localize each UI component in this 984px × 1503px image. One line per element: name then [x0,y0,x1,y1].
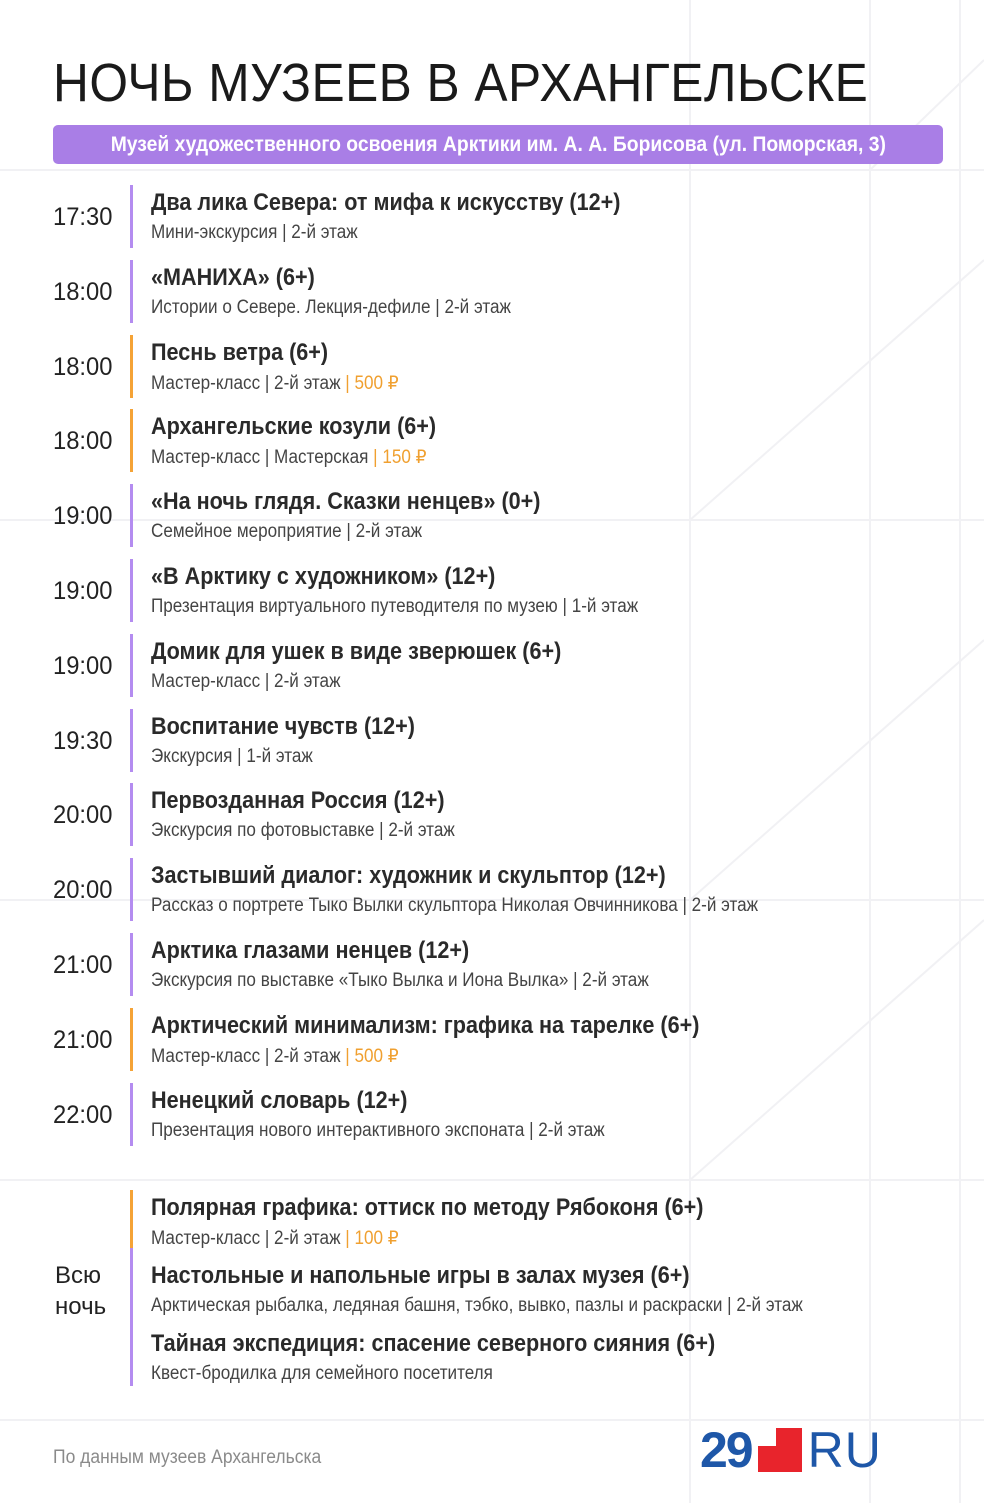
event-details [151,297,511,319]
allnight-label-line1: Всю [55,1262,102,1289]
schedule-row [0,335,984,410]
event-description: Мастер-класс | 2-й этаж [151,670,341,692]
schedule-row [0,185,984,260]
event-time: 17:30 [53,203,113,231]
event-description: Экскурсия по фотовыставке | 2-й этаж [151,820,455,842]
allnight-label-line2: ночь [55,1293,107,1320]
accent-line [130,484,133,547]
accent-line [130,1008,133,1071]
event-description: Мастер-класс | 2-й этаж [151,372,341,394]
event-title: Ненецкий словарь (12+) [151,1086,408,1114]
event-title: «МАНИХА» (6+) [151,263,315,291]
event-description: Истории о Севере. Лекция-дефиле | 2-й этаж [151,296,511,318]
logo-text: RU [807,1422,882,1478]
accent-line [130,335,133,398]
event-details [151,671,341,693]
event-description: Рассказ о портрете Тыко Вылки скульптора Николая Овчинникова | 2-й этаж [151,895,759,917]
event-details [151,1120,605,1142]
event-details [151,970,649,992]
event-description: Экскурсия | 1-й этаж [151,745,313,767]
logo-square-icon [758,1428,802,1472]
logo-number: 29 [700,1422,752,1478]
event-details [151,521,422,543]
schedule-row [0,858,984,933]
allnight-item [0,1258,984,1322]
event-description: Мастер-класс | Мастерская [151,447,369,469]
accent-line [130,185,133,248]
event-description: Мини-экскурсия | 2-й этаж [151,222,358,243]
event-title: Настольные и напольные игры в залах музея (6+) [151,1262,690,1289]
event-price: | 150 ₽ [368,447,427,469]
event-price: | 100 ₽ [345,1228,399,1249]
event-price: | 500 ₽ [345,1045,399,1067]
29ru-logo[interactable] [700,1422,882,1478]
allnight-item [0,1326,984,1390]
event-time: 19:00 [53,651,113,680]
event-description: Презентация нового интерактивного экспоната | 2-й этаж [151,1119,605,1141]
event-title: «В Арктику с художником» (12+) [151,562,496,590]
event-details [151,1363,493,1385]
accent-line [130,933,133,996]
event-time: 22:00 [53,1100,113,1129]
event-description: Семейное мероприятие | 2-й этаж [151,521,423,543]
event-title: Домик для ушек в виде зверюшек (6+) [151,637,562,665]
schedule-row [0,559,984,634]
event-details [151,596,638,618]
event-details [151,820,455,842]
page-title: НОЧЬ МУЗЕЕВ В АРХАНГЕЛЬСКЕ [53,53,869,113]
event-time: 20:00 [53,801,113,830]
event-time: 18:00 [53,427,113,456]
schedule-row [0,933,984,1008]
event-description: Презентация виртуального путеводителя по музею | 1-й этаж [151,595,639,617]
event-title: Архангельские козули (6+) [151,413,437,441]
accent-line [130,1083,133,1146]
event-time: 21:00 [53,950,113,979]
event-time: 19:00 [53,502,113,531]
schedule-row [0,260,984,335]
event-title: Два лика Севера: от мифа к искусству (12+) [151,189,621,216]
event-time: 18:00 [53,352,113,381]
event-title: Воспитание чувств (12+) [151,712,415,740]
event-details [151,1045,399,1068]
schedule-list [0,185,984,1157]
event-details [151,746,313,768]
event-price: | 500 ₽ [340,372,399,394]
schedule-row [0,1083,984,1158]
event-title: Первозданная Россия (12+) [151,787,445,815]
event-description: Экскурсия по выставке «Тыко Вылка и Иона Вылка» | 2-й этаж [151,969,649,991]
schedule-row [0,709,984,784]
schedule-row [0,484,984,559]
event-title: Тайная экспедиция: спасение северного сияния (6+) [151,1330,716,1357]
schedule-row [0,783,984,858]
schedule-row [0,634,984,709]
event-time: 19:00 [53,576,113,605]
schedule-row [0,409,984,484]
accent-line [130,858,133,921]
event-description: Мастер-класс | 2-й этаж [151,1045,346,1067]
event-details [151,1295,803,1317]
venue-banner [53,125,943,164]
event-title: Застывший диалог: художник и скульптор (12+) [151,862,666,890]
allnight-item [0,1190,984,1254]
event-title: Арктический минимализм: графика на тарелке (6+) [151,1011,700,1039]
accent-line [130,783,133,846]
event-time: 18:00 [53,277,113,306]
accent-line [130,634,133,697]
event-title: Полярная графика: оттиск по методу Рябоконя (6+) [151,1194,704,1221]
event-details [151,222,358,244]
accent-line [130,559,133,622]
event-details [151,372,399,395]
event-details [151,895,758,917]
schedule-row [0,1008,984,1083]
event-description: Квест-бродилка для семейного посетителя [151,1363,493,1384]
source-note: По данным музеев Архангельска [53,1447,322,1468]
event-details [151,446,426,469]
event-title: Песнь ветра (6+) [151,338,329,366]
allnight-section [0,1190,984,1390]
event-details [151,1227,399,1250]
accent-line [130,409,133,472]
event-description: Арктическая рыбалка, ледяная башня, тэбко, вывко, пазлы и раскраски | 2-й этаж [151,1295,803,1316]
event-description: Мастер-класс | 2-й этаж [151,1228,346,1249]
event-title: «На ночь глядя. Сказки ненцев» (0+) [151,488,541,516]
event-time: 19:30 [53,726,113,755]
event-title: Арктика глазами ненцев (12+) [151,936,470,964]
accent-line [130,260,133,323]
venue-name: Музей художественного освоения Арктики им. А. А. Борисова (ул. Поморская, 3) [110,132,886,156]
event-time: 20:00 [53,876,113,905]
event-time: 21:00 [53,1025,113,1054]
accent-line [130,709,133,772]
